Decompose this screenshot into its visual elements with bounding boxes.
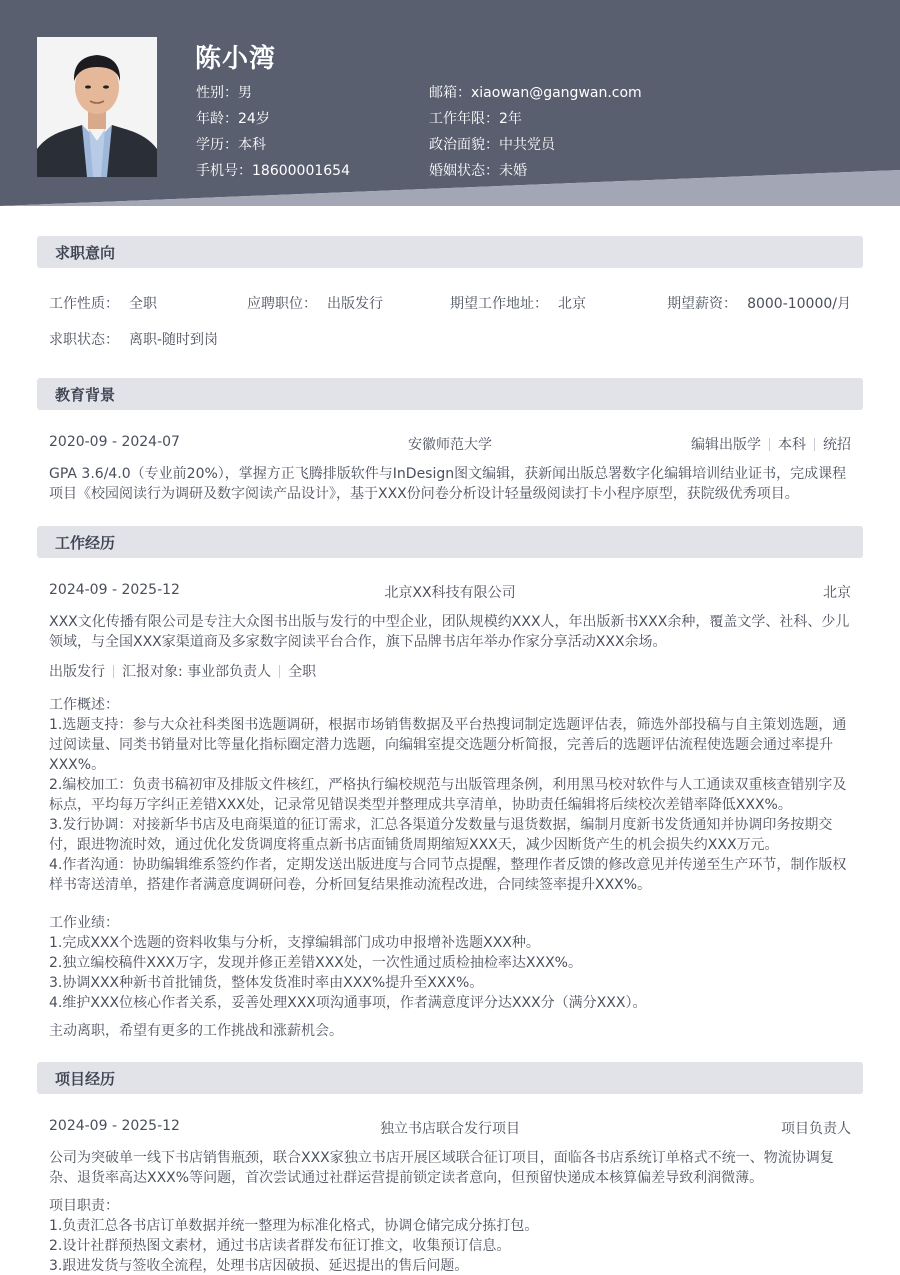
personal-info-left [196, 80, 350, 184]
political-status: 政治面貌：中共党员 [429, 137, 555, 153]
job-type: 全职 [288, 664, 317, 680]
target-location: 期望工作地址： 北京 [450, 296, 586, 312]
major: 编辑出版学 [691, 437, 761, 453]
marital-status: 婚姻状态：未婚 [429, 163, 527, 179]
work-tags [49, 661, 851, 681]
work-row [49, 582, 851, 601]
phone: 手机号：18600001654 [196, 163, 350, 179]
intent-row-2 [49, 329, 851, 349]
email: 邮箱：xiaowan@gangwan.com [429, 85, 642, 101]
enroll-type: 统招 [823, 437, 851, 453]
leave-reason: 主动离职，希望有更多的工作挑战和涨薪机会。 [49, 1023, 343, 1039]
target-position: 应聘职位： 出版发行 [247, 296, 383, 312]
duty-title: 项目职责： [49, 1198, 119, 1214]
company-description: XXX文化传播有限公司是专注大众图书出版与发行的中型企业，团队规模约XXX人，年出版新书XXX余种，覆盖文学、社科、少儿领域，与全国XXX家渠道商及多家数字阅读平台合作，旗下品牌书店年举办作家分享活动XXX余场。 [49, 614, 850, 650]
gender: 性别：男 [196, 85, 252, 101]
degree: 本科 [778, 437, 806, 453]
project-role: 项目负责人 [781, 1121, 851, 1137]
duty-item: 2.设计社群预热图文素材，通过书店读者群发布征订推文，收集预订信息。 [49, 1238, 511, 1254]
education-level: 学历：本科 [196, 137, 266, 153]
work-role: 出版发行 [49, 664, 105, 680]
company-name: 北京XX科技有限公司 [384, 585, 516, 601]
overview-item: 2.编校加工：负责书稿初审及排版文件核红，严格执行编校规范与出版管理条例，利用黑马校对软件与人工通读双重核查错别字及标点，平均每万字纠正差错XXX处，记录常见错误类型并整理成共享清单，协助责任编辑将后续校次差错率降低XXX%。 [49, 777, 847, 813]
education-row [49, 434, 851, 453]
project-description: 公司为突破单一线下书店销售瓶颈，联合XXX家独立书店开展区域联合征订项目，面临各书店系统订单格式不统一、物流协调复杂、退货率高达XXX%等问题，首次尝试通过社群运营提前锁定读者意向，但预留快递成本核算偏差导致利润微薄。 [49, 1150, 834, 1186]
report-to: 汇报对象: 事业部负责人 [122, 664, 272, 680]
candidate-name: 陈小湾 [195, 44, 277, 74]
work-date: 2024-09 - 2025-12 [49, 582, 180, 598]
work-achievements [49, 913, 855, 1013]
expected-salary: 期望薪资： 8000-10000/月 [667, 296, 851, 312]
work-type: 工作性质： 全职 [49, 296, 157, 312]
overview-title: 工作概述： [49, 697, 119, 713]
section-header-intent [37, 236, 863, 268]
project-name: 独立书店联合发行项目 [380, 1121, 520, 1137]
section-header-project [37, 1062, 863, 1094]
overview-item: 3.发行协调：对接新华书店及电商渠道的征订需求，汇总各渠道分发数量与退货数据，编制月度新书发货通知并协调印务按期交付，跟进物流时效，通过优化发货调度将重点新书店面铺货周期缩短XXX天，减少因断货产生的机会损失约XXX万元。 [49, 817, 833, 853]
education-tags [691, 434, 851, 454]
profile-photo [37, 37, 157, 177]
section-header-education [37, 378, 863, 410]
duty-item: 3.跟进发货与签收全流程，处理书店因破损、延迟提出的售后问题。 [49, 1258, 469, 1274]
personal-info-right [429, 80, 642, 184]
work-years: 工作年限：2年 [429, 111, 522, 127]
work-city: 北京 [823, 585, 851, 601]
project-date: 2024-09 - 2025-12 [49, 1118, 180, 1134]
achievement-item: 4.维护XXX位核心作者关系，妥善处理XXX项沟通事项，作者满意度评分达XXX分（满分XXX）。 [49, 995, 647, 1011]
work-overview [49, 695, 855, 895]
project-row [49, 1118, 851, 1137]
section-title: 求职意向 [55, 244, 116, 262]
section-header-work [37, 526, 863, 558]
project-duties [49, 1196, 855, 1275]
job-status: 求职状态： 离职-随时到岗 [49, 332, 219, 348]
section-title: 教育背景 [55, 386, 116, 404]
achievement-title: 工作业绩： [49, 915, 119, 931]
overview-item: 1.选题支持：参与大众社科类图书选题调研，根据市场销售数据及平台热搜词制定选题评估表，筛选外部投稿与自主策划选题，通过阅读量、同类书销量对比等量化指标圈定潜力选题，向编辑室提交选题分析简报，完善后的选题评估流程使选题会通过率提升XXX%。 [49, 717, 847, 773]
duty-item: 1.负责汇总各书店订单数据并统一整理为标准化格式，协调仓储完成分拣打包。 [49, 1218, 539, 1234]
achievement-item: 2.独立编校稿件XXX万字，发现并修正差错XXX处，一次性通过质检抽检率达XXX%。 [49, 955, 582, 971]
resume-header [0, 0, 900, 210]
achievement-item: 3.协调XXX种新书首批铺货，整体发货准时率由XXX%提升至XXX%。 [49, 975, 484, 991]
section-title: 工作经历 [55, 534, 116, 552]
section-title: 项目经历 [55, 1070, 116, 1088]
education-description: GPA 3.6/4.0（专业前20%），掌握方正飞腾排版软件与InDesign图文编辑，获新闻出版总署数字化编辑培训结业证书，完成课程项目《校园阅读行为调研及数字阅读产品设计》，基于XXX份问卷分析设计轻量级阅读打卡小程序原型，获院级优秀项目。 [49, 466, 847, 502]
achievement-item: 1.完成XXX个选题的资料收集与分析，支撑编辑部门成功申报增补选题XXX种。 [49, 935, 540, 951]
school-name: 安徽师范大学 [408, 437, 492, 453]
education-date: 2020-09 - 2024-07 [49, 434, 180, 450]
overview-item: 4.作者沟通：协助编辑维系签约作者，定期发送出版进度与合同节点提醒，整理作者反馈的修改意见并传递至生产环节，制作版权样书寄送清单，搭建作者满意度调研问卷，分析回复结果推动流程改进，合同续签率提升XXX%。 [49, 857, 847, 893]
age: 年龄：24岁 [196, 111, 270, 127]
